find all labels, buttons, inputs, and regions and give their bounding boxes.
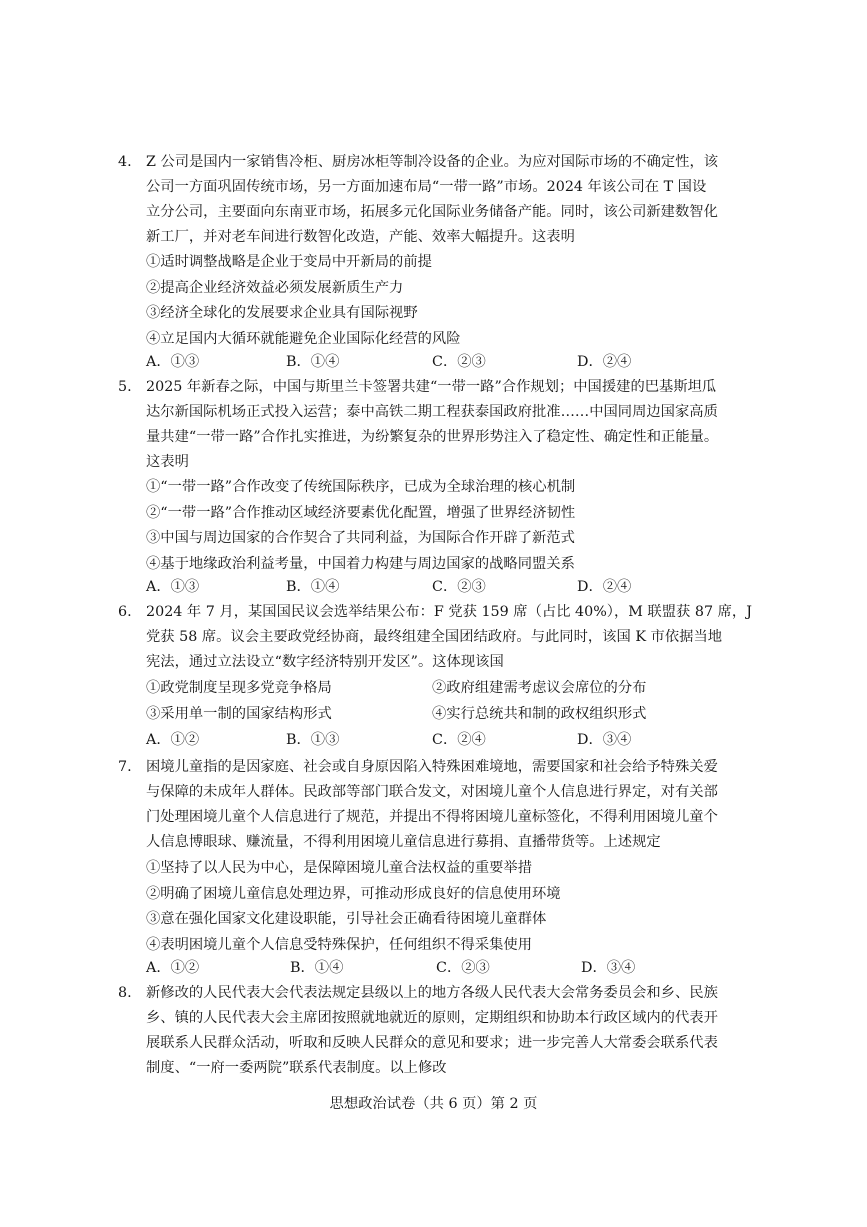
stem-line: 公司一方面巩固传统市场，另一方面加速布局“一带一路”市场。2024 年该公司在 T 国设 (146, 179, 707, 195)
statement: ②提高企业经济效益必须发展新质生产力 (146, 279, 404, 296)
option-b[interactable]: B．①④ (286, 579, 340, 595)
answer-options (146, 350, 736, 375)
statement-row (146, 676, 736, 702)
question-number: 4. (118, 154, 132, 170)
stem-line: 新工厂，并对老车间进行数智化改造，产能、效率大幅提升。这表明 (146, 229, 575, 245)
option-d[interactable]: D．②④ (577, 579, 632, 595)
statement: ③经济全球化的发展要求企业具有国际视野 (146, 305, 418, 321)
statement: ④立足国内大循环就能避免企业国际化经营的风险 (146, 330, 461, 347)
page-footer: 思想政治试卷（共 6 页）第 2 页 (329, 1096, 538, 1112)
statement: ④实行总统共和制的政权组织形式 (432, 705, 647, 722)
statement-list (146, 250, 736, 352)
statement-list (146, 856, 736, 958)
question-stem (146, 150, 726, 250)
statement-grid (146, 676, 736, 727)
option-c[interactable]: C．②④ (432, 732, 486, 748)
option-d[interactable]: D．③④ (581, 960, 636, 976)
statement: ③意在强化国家文化建设职能，引导社会正确看待困境儿童群体 (146, 911, 547, 927)
option-a[interactable]: A．①③ (146, 354, 200, 370)
stem-line: 立分公司，主要面向东南亚市场，拓展多元化国际业务储备产能。同时，该公司新建数智化 (146, 204, 718, 220)
answer-options (146, 728, 736, 753)
stem-line: 党获 58 席。议会主要政党经协商，最终组建全国团结政府。与此同时，该国 K 市依据当地 (146, 629, 723, 645)
stem-line: 乡、镇的人民代表大会主席团按照就地就近的原则，定期组织和协助本行政区域内的代表开 (146, 1010, 718, 1026)
question-stem (146, 600, 752, 675)
stem-line: 2025 年新春之际，中国与斯里兰卡签署共建“一带一路”合作规划；中国援建的巴基斯坦瓜 (146, 379, 717, 395)
stem-line: 新修改的人民代表大会代表法规定县级以上的地方各级人民代表大会常务委员会和乡、民族 (146, 985, 718, 1001)
statement: ①适时调整战略是企业于变局中开新局的前提 (146, 254, 432, 270)
answer-options (146, 575, 736, 600)
option-a[interactable]: A．①② (146, 732, 200, 748)
statement-row (146, 702, 736, 728)
stem-line: 门处理困境儿童个人信息进行了规范，并提出不得将困境儿童标签化，不得利用困境儿童个 (146, 809, 718, 825)
statement: ①“一带一路”合作改变了传统国际秩序，已成为全球治理的核心机制 (146, 479, 576, 495)
question-stem (146, 981, 726, 1081)
statement: ②明确了困境儿童信息处理边界，可推动形成良好的信息使用环境 (146, 885, 561, 902)
question-number: 7. (118, 759, 132, 775)
statement: ③中国与周边国家的合作契合了共同利益，为国际合作开辟了新范式 (146, 530, 575, 546)
statement-list (146, 475, 736, 577)
statement: ④表明困境儿童个人信息受特殊保护，任何组织不得采集使用 (146, 936, 533, 953)
statement: ②政府组建需考虑议会席位的分布 (432, 680, 647, 696)
question-number: 5. (118, 379, 132, 395)
option-b[interactable]: B．①④ (286, 354, 340, 370)
option-b[interactable]: B．①④ (290, 960, 344, 976)
stem-line: 2024 年 7 月，某国国民议会选举结果公布：F 党获 159 席（占比 40%），M 联盟获 87 席，J (146, 604, 752, 620)
option-c[interactable]: C．②③ (432, 354, 486, 370)
question-number: 6. (118, 604, 132, 620)
stem-line: 这表明 (146, 454, 189, 470)
stem-line: 宪法，通过立法设立“数字经济特别开发区”。这体现该国 (146, 654, 504, 670)
stem-line: 制度、“一府一委两院”联系代表制度。以上修改 (146, 1060, 447, 1076)
stem-line: 困境儿童指的是因家庭、社会或自身原因陷入特殊困难境地，需要国家和社会给予特殊关爱 (146, 759, 718, 775)
stem-line: 展联系人民群众活动，听取和反映人民群众的意见和要求；进一步完善人大常委会联系代表 (146, 1035, 718, 1051)
statement: ④基于地缘政治利益考量，中国着力构建与周边国家的战略同盟关系 (146, 555, 575, 572)
answer-options (146, 956, 736, 981)
stem-line: 量共建“一带一路”合作扎实推进，为纷繁复杂的世界形势注入了稳定性、确定性和正能量。 (146, 429, 719, 445)
question-stem (146, 375, 726, 475)
stem-line: 人信息博眼球、赚流量，不得利用困境儿童信息进行募捐、直播带货等。上述规定 (146, 834, 661, 850)
question-stem (146, 755, 726, 855)
option-a[interactable]: A．①③ (146, 579, 200, 595)
question-number: 8. (118, 985, 132, 1001)
option-b[interactable]: B．①③ (286, 732, 340, 748)
statement: ③采用单一制的国家结构形式 (146, 705, 332, 722)
option-c[interactable]: C．②③ (436, 960, 490, 976)
stem-line: 与保障的未成年人群体。民政部等部门联合发文，对困境儿童个人信息进行界定，对有关部 (146, 784, 718, 800)
option-c[interactable]: C．②③ (432, 579, 486, 595)
statement: ①坚持了以人民为中心，是保障困境儿童合法权益的重要举措 (146, 860, 533, 876)
stem-line: 达尔新国际机场正式投入运营；泰中高铁二期工程获泰国政府批准……中国同周边国家高质 (146, 404, 718, 420)
stem-line: Z 公司是国内一家销售冷柜、厨房冰柜等制冷设备的企业。为应对国际市场的不确定性，该 (146, 154, 719, 170)
option-a[interactable]: A．①② (146, 960, 200, 976)
option-d[interactable]: D．③④ (577, 732, 632, 748)
option-d[interactable]: D．②④ (577, 354, 632, 370)
statement: ①政党制度呈现多党竞争格局 (146, 680, 332, 696)
statement: ②“一带一路”合作推动区域经济要素优化配置，增强了世界经济韧性 (146, 504, 576, 521)
